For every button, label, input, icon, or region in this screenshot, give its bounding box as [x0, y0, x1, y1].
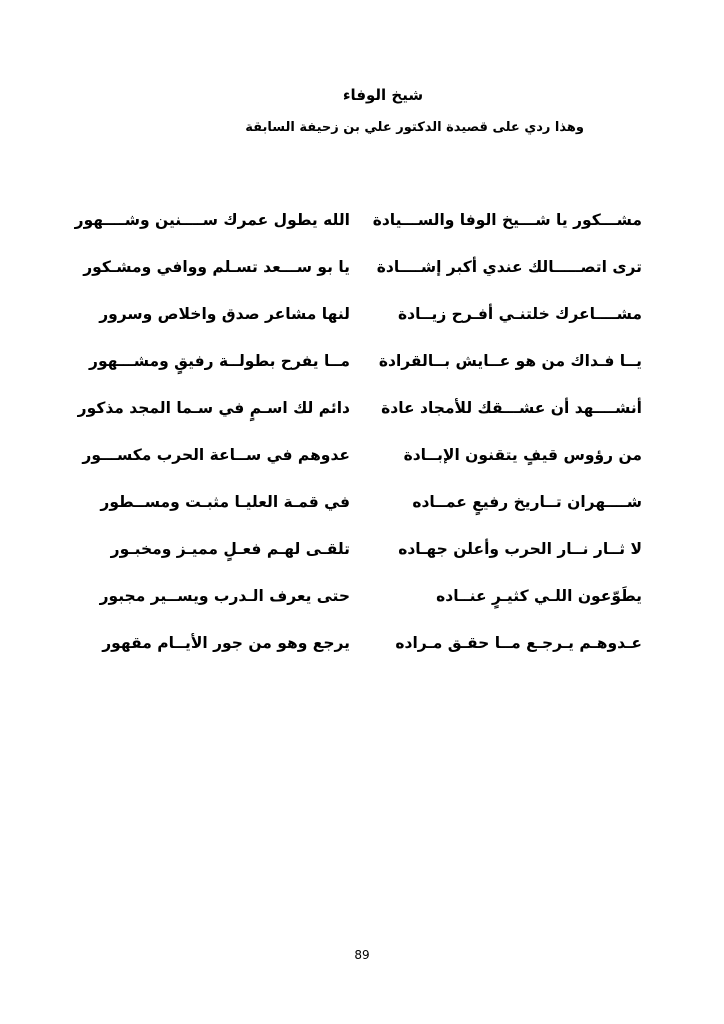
verse — [70, 431, 642, 478]
verse — [70, 572, 642, 619]
verse-second-hemistich: يا بو ســـعد تسـلم ووافي ومشـكور — [83, 257, 350, 276]
verse — [70, 384, 642, 431]
verse-first-hemistich: عـدوهـم يـرجـع مــا حقـق مـراده — [395, 633, 642, 652]
verse-second-hemistich: حتى يعرف الـدرب ويســير مجبور — [99, 586, 350, 605]
verse-second-hemistich: لنها مشاعر صدق واخلاص وسرور — [99, 304, 350, 323]
verse-first-hemistich: يــا فـداك من هو عــايش بــالقرادة — [378, 351, 642, 370]
verse — [70, 196, 642, 243]
verse-first-hemistich: يطَوّعون اللـي كثيـرٍ عنــاده — [436, 586, 642, 605]
verse — [70, 290, 642, 337]
verse-first-hemistich: مشــــاعرك خلتنـي أفـرح زيــادة — [398, 304, 642, 323]
poem-title-text: شيخ الوفاء — [342, 86, 424, 104]
poem-body — [70, 196, 642, 666]
verse-first-hemistich: من رؤوس قيفٍ يتقنون الإبــادة — [403, 445, 642, 464]
verse-first-hemistich: لا ثــار نــار الحرب وأعلن جهـاده — [398, 539, 642, 558]
poem-title — [0, 86, 724, 104]
verse-second-hemistich: تلقـى لهـم فعـلٍ مميـز ومخبـور — [110, 539, 350, 558]
verse-first-hemistich: أنشــــهد أن عشـــقك للأمجاد عادة — [381, 398, 642, 417]
verse — [70, 243, 642, 290]
verse — [70, 619, 642, 666]
verse — [70, 478, 642, 525]
verse-second-hemistich: دائم لك اسـمٍ في سـما المجد مذكور — [77, 398, 350, 417]
verse-second-hemistich: يرجع وهو من جور الأيــام مقهور — [102, 633, 350, 652]
verse-first-hemistich: مشـــكور يا شـــيخ الوفا والســـيادة — [372, 210, 642, 229]
verse-first-hemistich: شــــهران تــاريخ رفيعٍ عمــاده — [412, 492, 642, 511]
verse-second-hemistich: الله يطول عمرك ســــنين وشــــهور — [74, 210, 350, 229]
verse-first-hemistich: ترى اتصـــــالك عندي أكبر إشــــادة — [376, 257, 642, 276]
poem-subtitle: وهذا ردي على قصيدة الدكتور علي بن زحيفة السابقة — [245, 120, 584, 135]
verse-second-hemistich: مــا يفرح بطولــة رفيقٍ ومشـــهور — [89, 351, 350, 370]
verse-second-hemistich: في قمـة العليـا مثبـت ومســطور — [100, 492, 350, 511]
verse — [70, 525, 642, 572]
verse — [70, 337, 642, 384]
verse-second-hemistich: عدوهم في ســاعة الحرب مكســـور — [82, 445, 350, 464]
page-number: 89 — [354, 948, 370, 962]
